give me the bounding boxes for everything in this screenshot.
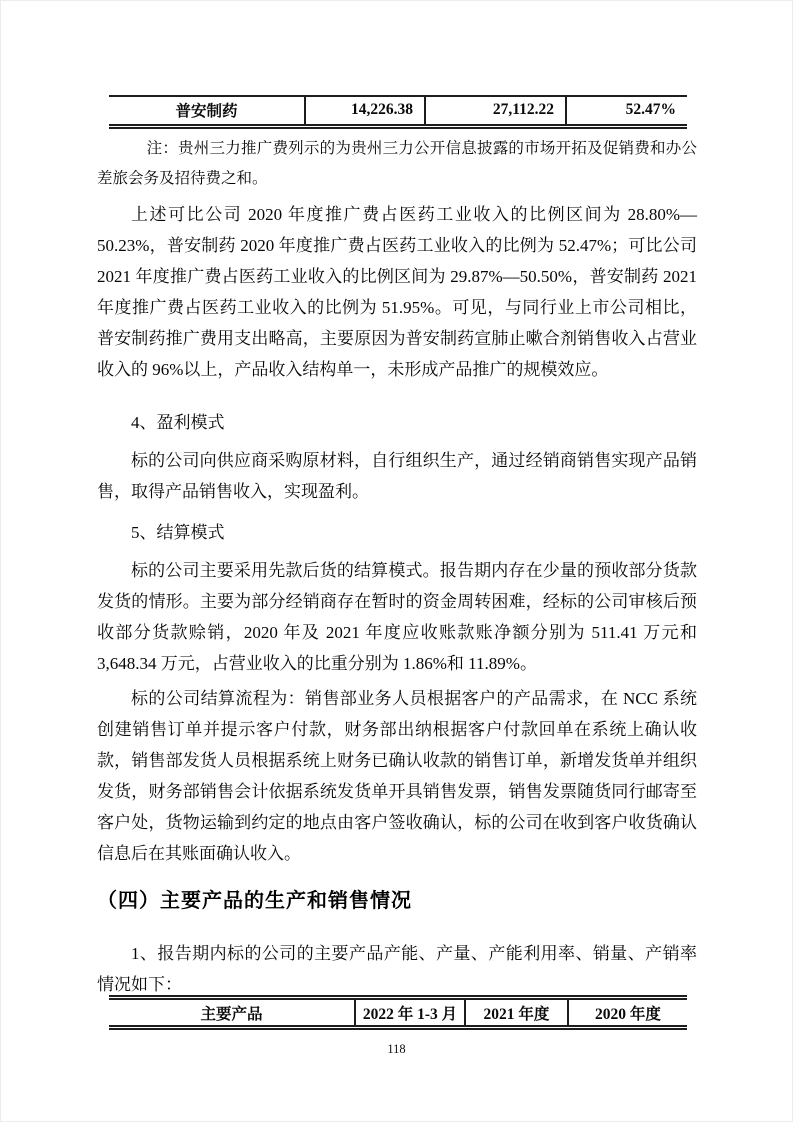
value-2021-cell: 27,112.22	[425, 96, 566, 126]
heading-settlement-model: 5、结算模式	[131, 523, 225, 542]
paragraph-settlement-model: 标的公司主要采用先款后货的结算模式。报告期内存在少量的预收部分货款发货的情形。主要为部分经销商存在暂时的资金周转困难，经标的公司审核后预收部分货款赊销，2020 年及 2021 年度应收账款账净额分别为 511.41 万元和 3,648.34 万元，占营业收入的比重分别为 1.86%和 11.89%。	[97, 561, 697, 673]
paragraph-settlement-process: 标的公司结算流程为：销售部业务人员根据客户的产品需求，在 NCC 系统创建销售订单并提示客户付款，财务部出纳根据客户付款回单在系统上确认收款，销售部发货人员根据系统上财务已确认收款的销售订单，新增发货单并组织发货，财务部销售会计依据系统发货单开具销售发票，销售发票随货同行邮寄至客户处，货物运输到约定的地点由客户签收确认，标的公司在收到客户收货确认信息后在其账面确认收入。	[97, 689, 697, 863]
promotion-fee-table	[109, 95, 687, 129]
ratio-cell: 52.47%	[566, 96, 687, 126]
production-sales-table	[109, 995, 687, 1030]
company-name-cell: 普安制药	[175, 103, 238, 121]
heading-section-four: （四）主要产品的生产和销售情况	[97, 890, 412, 912]
header-main-product: 主要产品	[200, 1005, 263, 1023]
paragraph-production-intro: 1、报告期内标的公司的主要产品产能、产量、产能利用率、销量、产销率情况如下：	[97, 944, 697, 994]
header-2022-q1: 2022 年 1-3 月	[355, 998, 465, 1028]
header-2020: 2020 年度	[568, 998, 687, 1028]
value-2020-cell: 14,226.38	[305, 96, 425, 126]
table-footnote: 注：贵州三力推广费列示的为贵州三力公开信息披露的市场开拓及促销费和办公差旅会务及招待费之和。	[97, 140, 697, 187]
paragraph-profit-model: 标的公司向供应商采购原材料，自行组织生产，通过经销商销售实现产品销售，取得产品销售收入，实现盈利。	[97, 451, 697, 501]
header-2021: 2021 年度	[465, 998, 568, 1028]
paragraph-comparison: 上述可比公司 2020 年度推广费占医药工业收入的比例区间为 28.80%—50.23%，普安制药 2020 年度推广费占医药工业收入的比例为 52.47%；可比公司 2021 年度推广费占医药工业收入的比例区间为 29.87%—50.50%，普安制药 2021 年度推广费占医药工业收入的比例为 51.95%。可见，与同行业上市公司相比，普安制药推广费用支出略高，主要原因为普安制药宣肺止嗽合剂销售收入占营业收入的 96%以上，产品收入结构单一，未形成产品推广的规模效应。	[97, 205, 697, 379]
heading-profit-model: 4、盈利模式	[131, 413, 225, 432]
table-row	[109, 96, 687, 126]
page-number: 118	[387, 1042, 406, 1056]
table-header-row	[109, 998, 687, 1028]
